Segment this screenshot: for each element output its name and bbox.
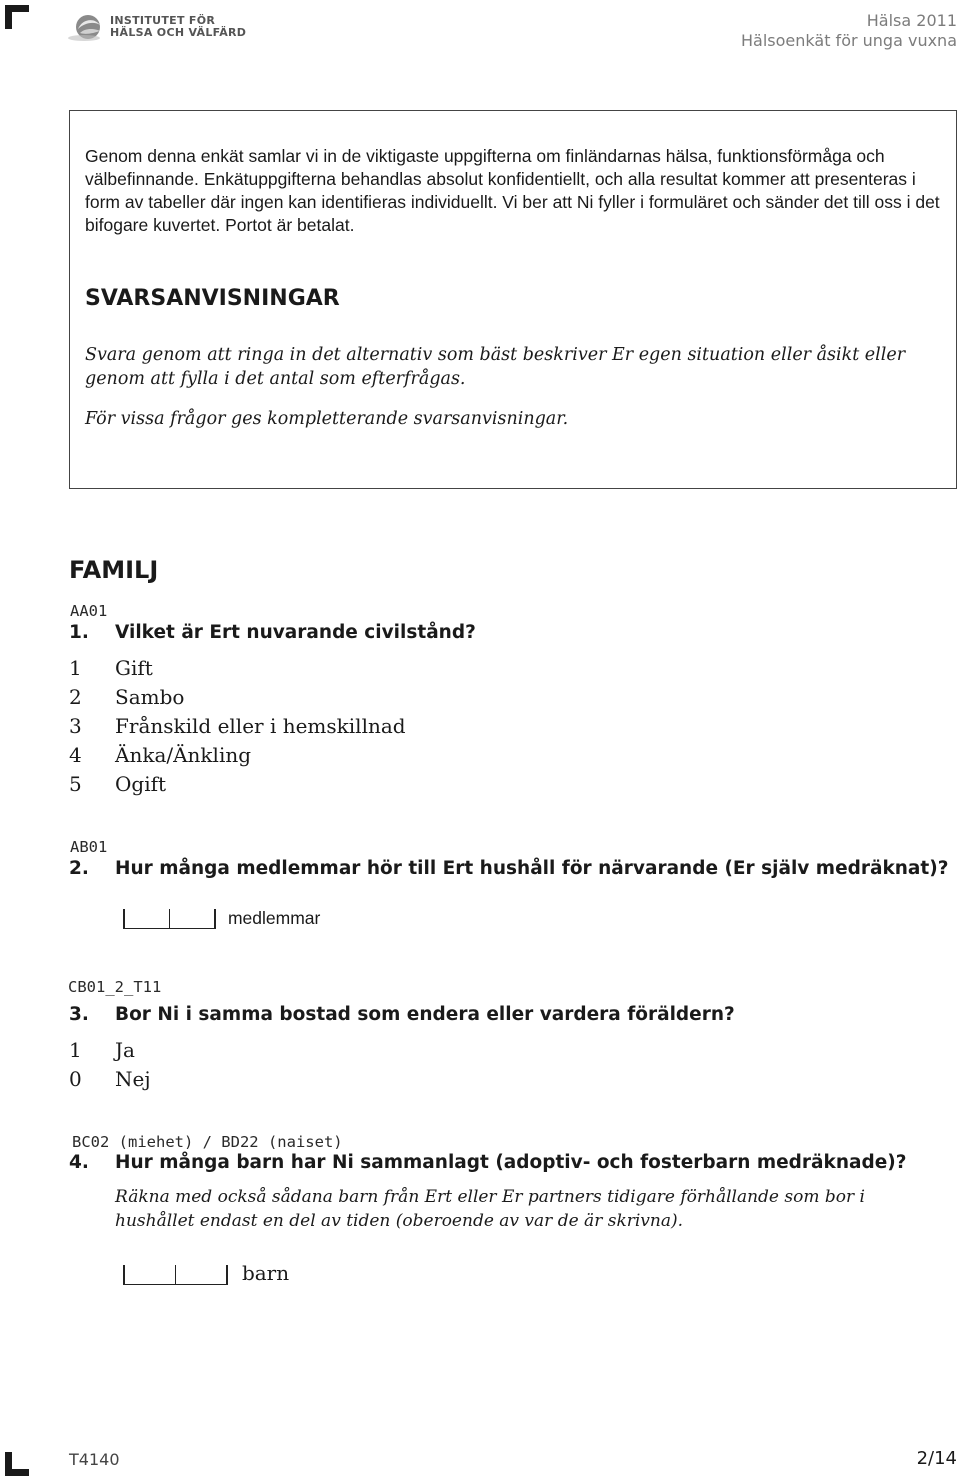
corner-mark-bottom-left-vertical xyxy=(5,1452,12,1476)
option-label: Gift xyxy=(115,656,153,680)
question-number: 3. xyxy=(69,1004,89,1025)
option-number: 3 xyxy=(69,714,82,738)
option-number: 5 xyxy=(69,772,82,796)
option-label: Sambo xyxy=(115,685,185,709)
logo-text xyxy=(110,15,246,39)
answer-option[interactable] xyxy=(69,656,153,680)
option-number: 1 xyxy=(69,1038,82,1062)
question-text: Vilket är Ert nuvarande civilstånd? xyxy=(115,622,476,643)
section-title: FAMILJ xyxy=(69,556,159,584)
question-code: AB01 xyxy=(70,838,108,856)
digit-box-2[interactable] xyxy=(176,1266,226,1285)
header-titles xyxy=(741,11,957,51)
digit-box-2[interactable] xyxy=(170,910,214,929)
question-code: CB01_2_T11 xyxy=(68,978,162,996)
corner-mark-top-left-vertical xyxy=(5,5,12,29)
answer-option[interactable] xyxy=(69,714,406,738)
answer-option[interactable] xyxy=(69,772,166,796)
answer-option[interactable] xyxy=(69,1038,135,1062)
question-code: BC02 (miehet) / BD22 (naiset) xyxy=(72,1133,343,1151)
question-3 xyxy=(69,1004,735,1025)
intro-text: Genom denna enkät samlar vi in de viktigaste uppgifterna om finländarnas hälsa, funktionsförmåga och välbefinnande. Enkätuppgifterna behandlas absolut konfidentiellt, och alla resultat kommer att presenteras i form av tabeller där ingen kan identifieras individuellt. Vi ber att Ni fyller i formuläret och sänder det till oss i det bifogare kuvertet. Portot är betalat. xyxy=(85,146,940,235)
instructions-text-2: För vissa frågor ges kompletterande svarsanvisningar. xyxy=(85,409,569,429)
field-divider xyxy=(226,1265,228,1285)
question-text: Bor Ni i samma bostad som endera eller vardera föräldern? xyxy=(115,1004,735,1025)
unit-label: medlemmar xyxy=(227,908,321,928)
unit-label: barn xyxy=(241,1261,290,1285)
instructions-text-1: Svara genom att ringa in det alternativ som bäst beskriver Er egen situation eller åsikt eller genom att fylla i det antal som efterfrågas. xyxy=(85,345,906,389)
option-number: 4 xyxy=(69,743,82,767)
option-label: Frånskild eller i hemskillnad xyxy=(115,714,406,738)
option-number: 0 xyxy=(69,1067,82,1091)
option-number: 2 xyxy=(69,685,82,709)
option-label: Ja xyxy=(115,1038,135,1062)
question-4 xyxy=(69,1152,906,1173)
question-number: 4. xyxy=(69,1152,89,1173)
question-note: Räkna med också sådana barn från Ert eller Er partners tidigare förhållande som bor i hushållet endast en del av tiden (oberoende av var de är skrivna). xyxy=(115,1187,865,1231)
option-label: Änka/Änkling xyxy=(115,743,252,767)
option-label: Ogift xyxy=(115,772,167,796)
option-label: Nej xyxy=(115,1067,151,1091)
question-2 xyxy=(69,858,948,879)
page-number: 2/14 xyxy=(916,1448,957,1469)
instructions-heading: SVARSANVISNINGAR xyxy=(85,286,340,311)
survey-title: Hälsa 2011 xyxy=(866,11,957,30)
question-number: 1. xyxy=(69,622,89,643)
digit-box-1[interactable] xyxy=(125,910,169,929)
question-text: Hur många barn har Ni sammanlagt (adoptiv- och fosterbarn medräknade)? xyxy=(115,1152,907,1173)
answer-option[interactable] xyxy=(69,743,251,767)
question-code: AA01 xyxy=(70,602,108,620)
question-1 xyxy=(69,622,476,643)
question-text: Hur många medlemmar hör till Ert hushåll för närvarande (Er själv medräknat)? xyxy=(115,858,949,879)
logo-line-2: HÄLSA OCH VÄLFÄRD xyxy=(110,26,247,39)
question-number: 2. xyxy=(69,858,89,879)
digit-box-1[interactable] xyxy=(125,1266,175,1285)
field-divider xyxy=(214,909,216,929)
answer-option[interactable] xyxy=(69,685,184,709)
survey-subtitle: Hälsoenkät för unga vuxna xyxy=(741,31,957,50)
option-number: 1 xyxy=(69,656,82,680)
members-count-field[interactable] xyxy=(123,908,320,929)
children-count-field[interactable] xyxy=(123,1261,289,1285)
logo-line-1: INSTITUTET FÖR xyxy=(110,14,216,27)
form-code: T4140 xyxy=(69,1450,120,1469)
answer-option[interactable] xyxy=(69,1067,151,1091)
